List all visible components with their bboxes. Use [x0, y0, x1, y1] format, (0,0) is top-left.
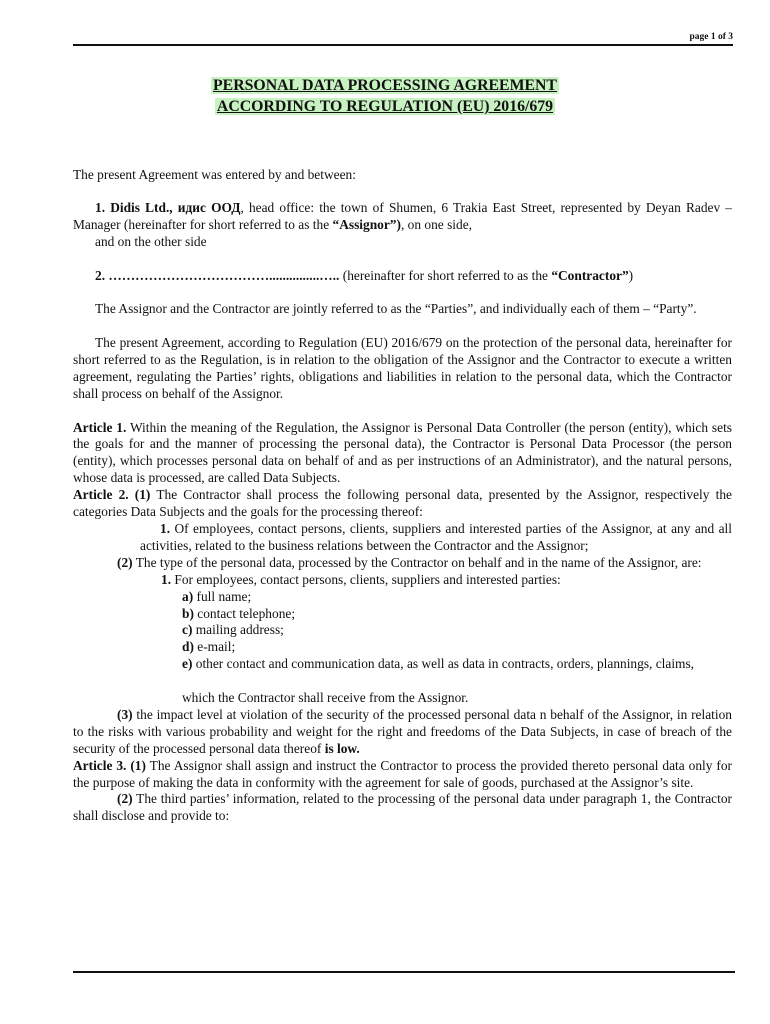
article-2-item-1 [140, 521, 732, 555]
article-1-text: Within the meaning of the Regulation, the Assignor is Personal Data Controller (the person (entity), which sets the goals for and the manner of processing the personal data), the Contractor is Personal Data Processor (the person (entity), which processes personal data on behalf of and as per instructions of an Administrator), and the natural persons, whose data is processed, are called Data Subjects. [73, 419, 732, 486]
data-list-intro [73, 572, 732, 589]
parties-paragraph: The Assignor and the Contractor are jointly referred to as the “Parties”, and individually each of them – “Party”. [95, 301, 697, 317]
document-body [73, 167, 732, 825]
article-2-paragraph-3 [73, 707, 732, 758]
data-list-item-e-letter: e) [182, 656, 193, 672]
impact-level-value: is low. [324, 740, 360, 756]
data-list-item-letter: a) [182, 588, 194, 604]
data-list-item [73, 639, 732, 656]
data-list-item-text: e-mail; [193, 639, 236, 655]
data-list-item [73, 589, 732, 606]
party-1-text: , head office: the town of Shumen, 6 Trakia East Street, represented by Deyan Radev – Manager (hereinafter for short referred to as the [73, 200, 732, 233]
article-2-paragraph-2-text: The type of the personal data, processed by the Contractor on behalf and in the name of the Assignor, are: [132, 554, 702, 570]
article-3-label: Article 3. (1) [73, 757, 146, 773]
data-list-item [73, 606, 732, 623]
article-3-paragraph-2 [73, 791, 732, 825]
article-2-paragraph-3-text: the impact level at violation of the security of the processed personal data n behalf of the Assignor, in relation to the risks with various probability and weight for the right and freedoms of the Data Subjects, in case of breach of the security of the processed personal data thereof [73, 706, 732, 756]
party-1-role: “Assignor”) [332, 217, 401, 233]
article-2-text: The Contractor shall process the following personal data, presented by the Assignor, respectively the categories Data Subjects and the goals for the processing thereof: [73, 487, 732, 520]
data-list-item-text: mailing address; [192, 622, 284, 638]
title-line-2: ACCORDING TO REGULATION (EU) 2016/679 [216, 98, 554, 115]
article-2-item-1-text: Of employees, contact persons, clients, suppliers and interested parties of the Assignor, at any and all activities, related to the business relations between the Contractor and the Assignor; [140, 521, 732, 553]
article-3-paragraph-2-text: The third parties’ information, related to the processing of the personal data under paragraph 1, the Contractor shall disclose and provide to: [73, 791, 732, 824]
article-2-item-1-number: 1. [160, 521, 171, 536]
data-list-item-e-text: other contact and communication data, as well as data in contracts, orders, plannings, claims, [192, 656, 695, 672]
party-2-paragraph [73, 268, 732, 285]
data-list-item-letter: d) [182, 639, 194, 655]
intro-paragraph: The present Agreement was entered by and between: [73, 167, 356, 182]
article-3-paragraph-1 [73, 758, 732, 792]
regulation-paragraph: The present Agreement, according to Regulation (EU) 2016/679 on the protection of the personal data, hereinafter for short referred to as the Regulation, is in relation to the obligation of the Assignor and the Contractor to execute a written agreement, regulating the Parties’ rights, obligations and liabilities in relation to the personal data, which the Contractor shall process on behalf of the Assignor. [73, 334, 732, 401]
data-list-item-letter: c) [182, 622, 193, 638]
article-2-paragraph-2 [95, 555, 732, 572]
data-list-number: 1. [161, 571, 172, 587]
title-line-1: PERSONAL DATA PROCESSING AGREEMENT [213, 77, 557, 94]
footer-rule [73, 971, 735, 973]
document-title [0, 75, 770, 117]
party-1-label: 1. Didis Ltd., идис ООД [95, 200, 241, 216]
article-2-paragraph-1 [73, 487, 732, 521]
article-2-paragraph-2-label: (2) [117, 554, 133, 570]
data-list-item-text: full name; [193, 588, 252, 604]
receive-line: which the Contractor shall receive from the Assignor. [182, 690, 469, 706]
page-number: page 1 of 3 [689, 32, 733, 42]
party-2-role: “Contractor” [551, 267, 629, 283]
article-3-text: The Assignor shall assign and instruct the Contractor to process the provided thereto personal data only for the purpose of making the data in conformity with the agreement for sale of goods, purchased at the Assignor’s site. [73, 757, 732, 790]
party-1-paragraph [73, 200, 732, 234]
article-1-label: Article 1. [73, 419, 127, 435]
party-1-tail: , on one side, [400, 217, 472, 233]
data-list-item-text: contact telephone; [193, 605, 296, 621]
article-2-label: Article 2. (1) [73, 487, 151, 503]
party-2-close: ) [628, 267, 634, 283]
data-list-intro-text: For employees, contact persons, clients, suppliers and interested parties: [171, 571, 561, 587]
party-2-label: 2. ………………………………...............….. [95, 267, 340, 283]
header-rule [73, 44, 733, 46]
other-side-line: and on the other side [95, 234, 207, 250]
data-list-item-letter: b) [182, 605, 194, 621]
data-list-item-e [73, 656, 732, 673]
data-list-item [73, 622, 732, 639]
article-3-paragraph-2-label: (2) [117, 791, 133, 807]
party-2-text: (hereinafter for short referred to as the [339, 267, 552, 283]
article-1 [73, 420, 732, 488]
article-2-paragraph-3-label: (3) [117, 706, 133, 722]
